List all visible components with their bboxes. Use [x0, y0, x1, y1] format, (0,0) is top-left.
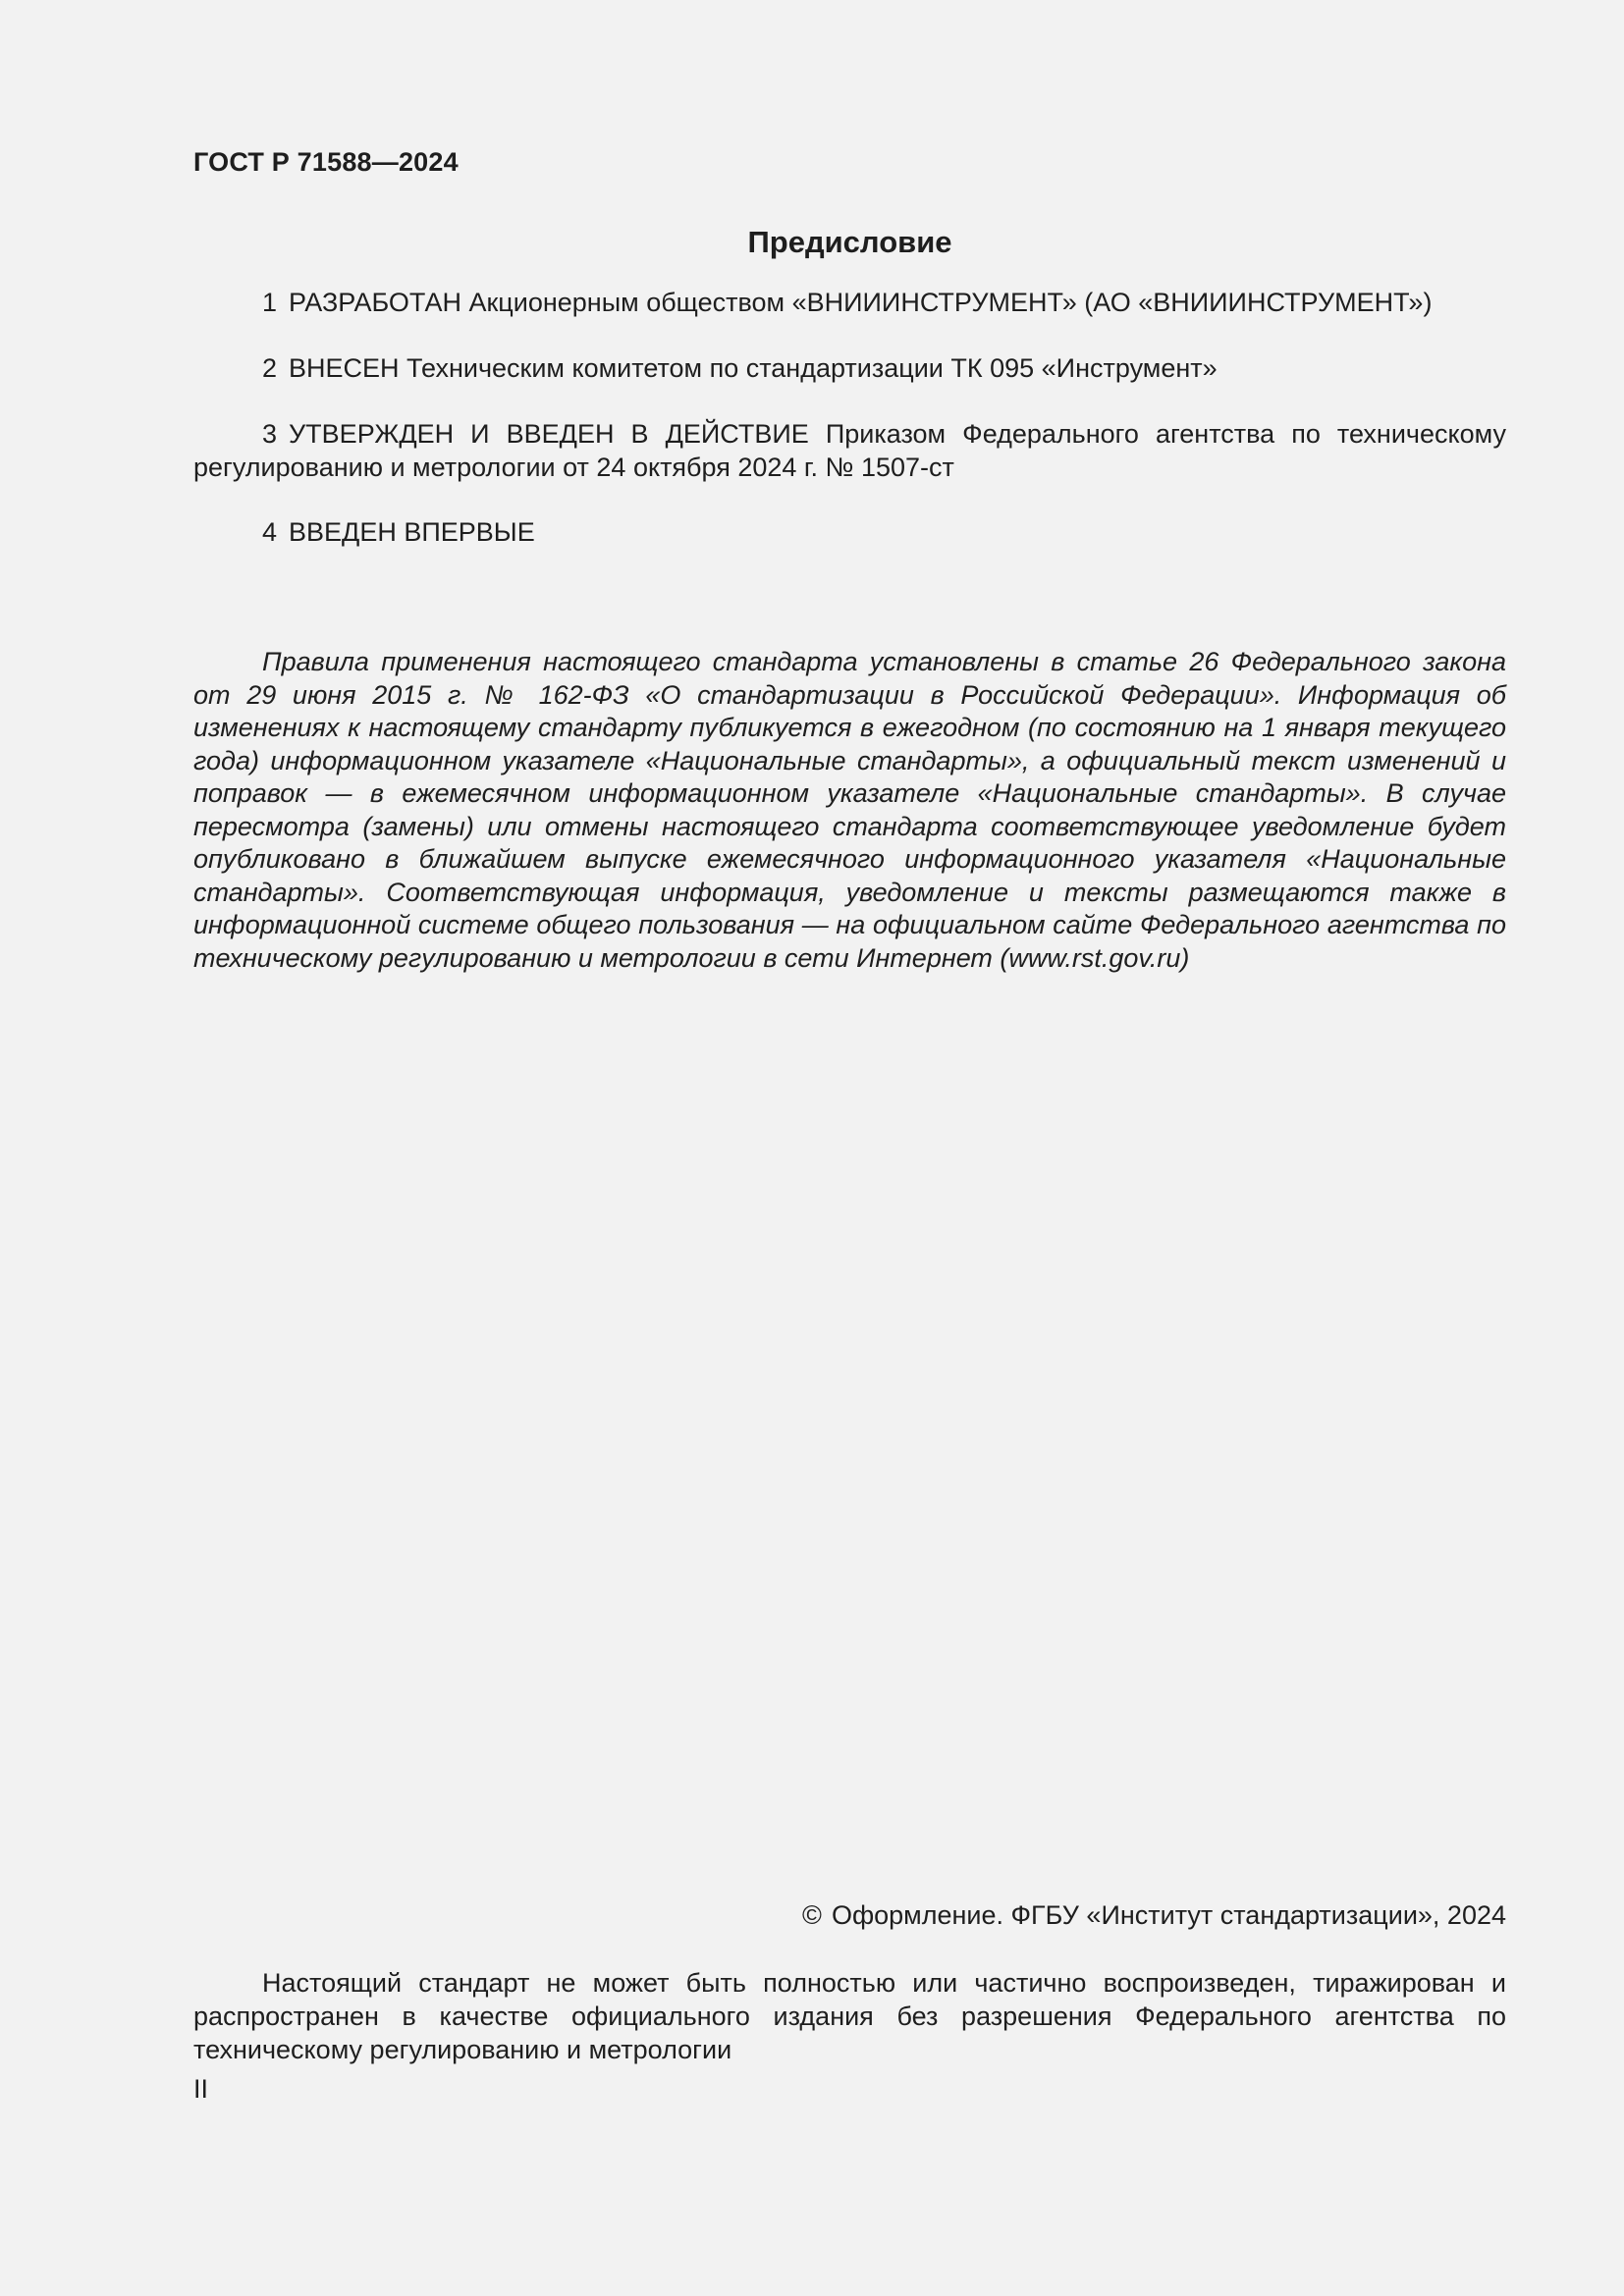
item-text: РАЗРАБОТАН Акционерным обществом «ВНИИИНСТРУМЕНТ» (АО «ВНИИИНСТРУМЕНТ»)	[289, 288, 1433, 317]
copyright-line	[193, 1900, 1506, 1931]
item-number: 1	[262, 288, 278, 317]
foreword-item-1	[193, 286, 1506, 319]
copyright-text: Оформление. ФГБУ «Институт стандартизации», 2024	[831, 1900, 1506, 1930]
reproduction-notice: Настоящий стандарт не может быть полностью или частично воспроизведен, тиражирован и распространен в качестве официального издания без разрешения Федерального агентства по техническому регулированию и метрологии	[193, 1968, 1506, 2064]
copyright-icon: ©	[802, 1900, 822, 1930]
foreword-item-2	[193, 351, 1506, 385]
item-number: 2	[262, 353, 278, 383]
item-text: УТВЕРЖДЕН И ВВЕДЕН В ДЕЙСТВИЕ Приказом Федерального агентства по техническому регулированию и метрологии от 24 октября 2024 г. № 1507-ст	[193, 419, 1506, 482]
item-number: 4	[262, 517, 278, 547]
foreword-item-3	[193, 417, 1506, 484]
item-text: ВВЕДЕН ВПЕРВЫЕ	[289, 517, 535, 547]
foreword-title: Предисловие	[747, 225, 952, 259]
page-number: II	[193, 2074, 209, 2104]
item-text: ВНЕСЕН Техническим комитетом по стандартизации ТК 095 «Инструмент»	[289, 353, 1218, 383]
application-notice: Правила применения настоящего стандарта установлены в статье 26 Федерального закона от 29 июня 2015 г. № 162-ФЗ «О стандартизации в Российской Федерации». Информация об изменениях к настоящему стандарту публикуется в ежегодном (по состоянию на 1 января текущего года) информационном указателе «Национальные стандарты», а официальный текст изменений и поправок — в ежемесячном информационном указателе «Национальные стандарты». В случае пересмотра (замены) или отмены настоящего стандарта соответствующее уведомление будет опубликовано в ближайшем выпуске ежемесячного информационного указателя «Национальные стандарты». Соответствующая информация, уведомление и тексты размещаются также в информационной системе общего пользования — на официальном сайте Федерального агентства по техническому регулированию и метрологии в сети Интернет (www.rst.gov.ru)	[193, 647, 1506, 973]
item-number: 3	[262, 419, 278, 449]
foreword-item-4	[193, 515, 1506, 549]
document-code: ГОСТ Р 71588—2024	[193, 147, 459, 177]
